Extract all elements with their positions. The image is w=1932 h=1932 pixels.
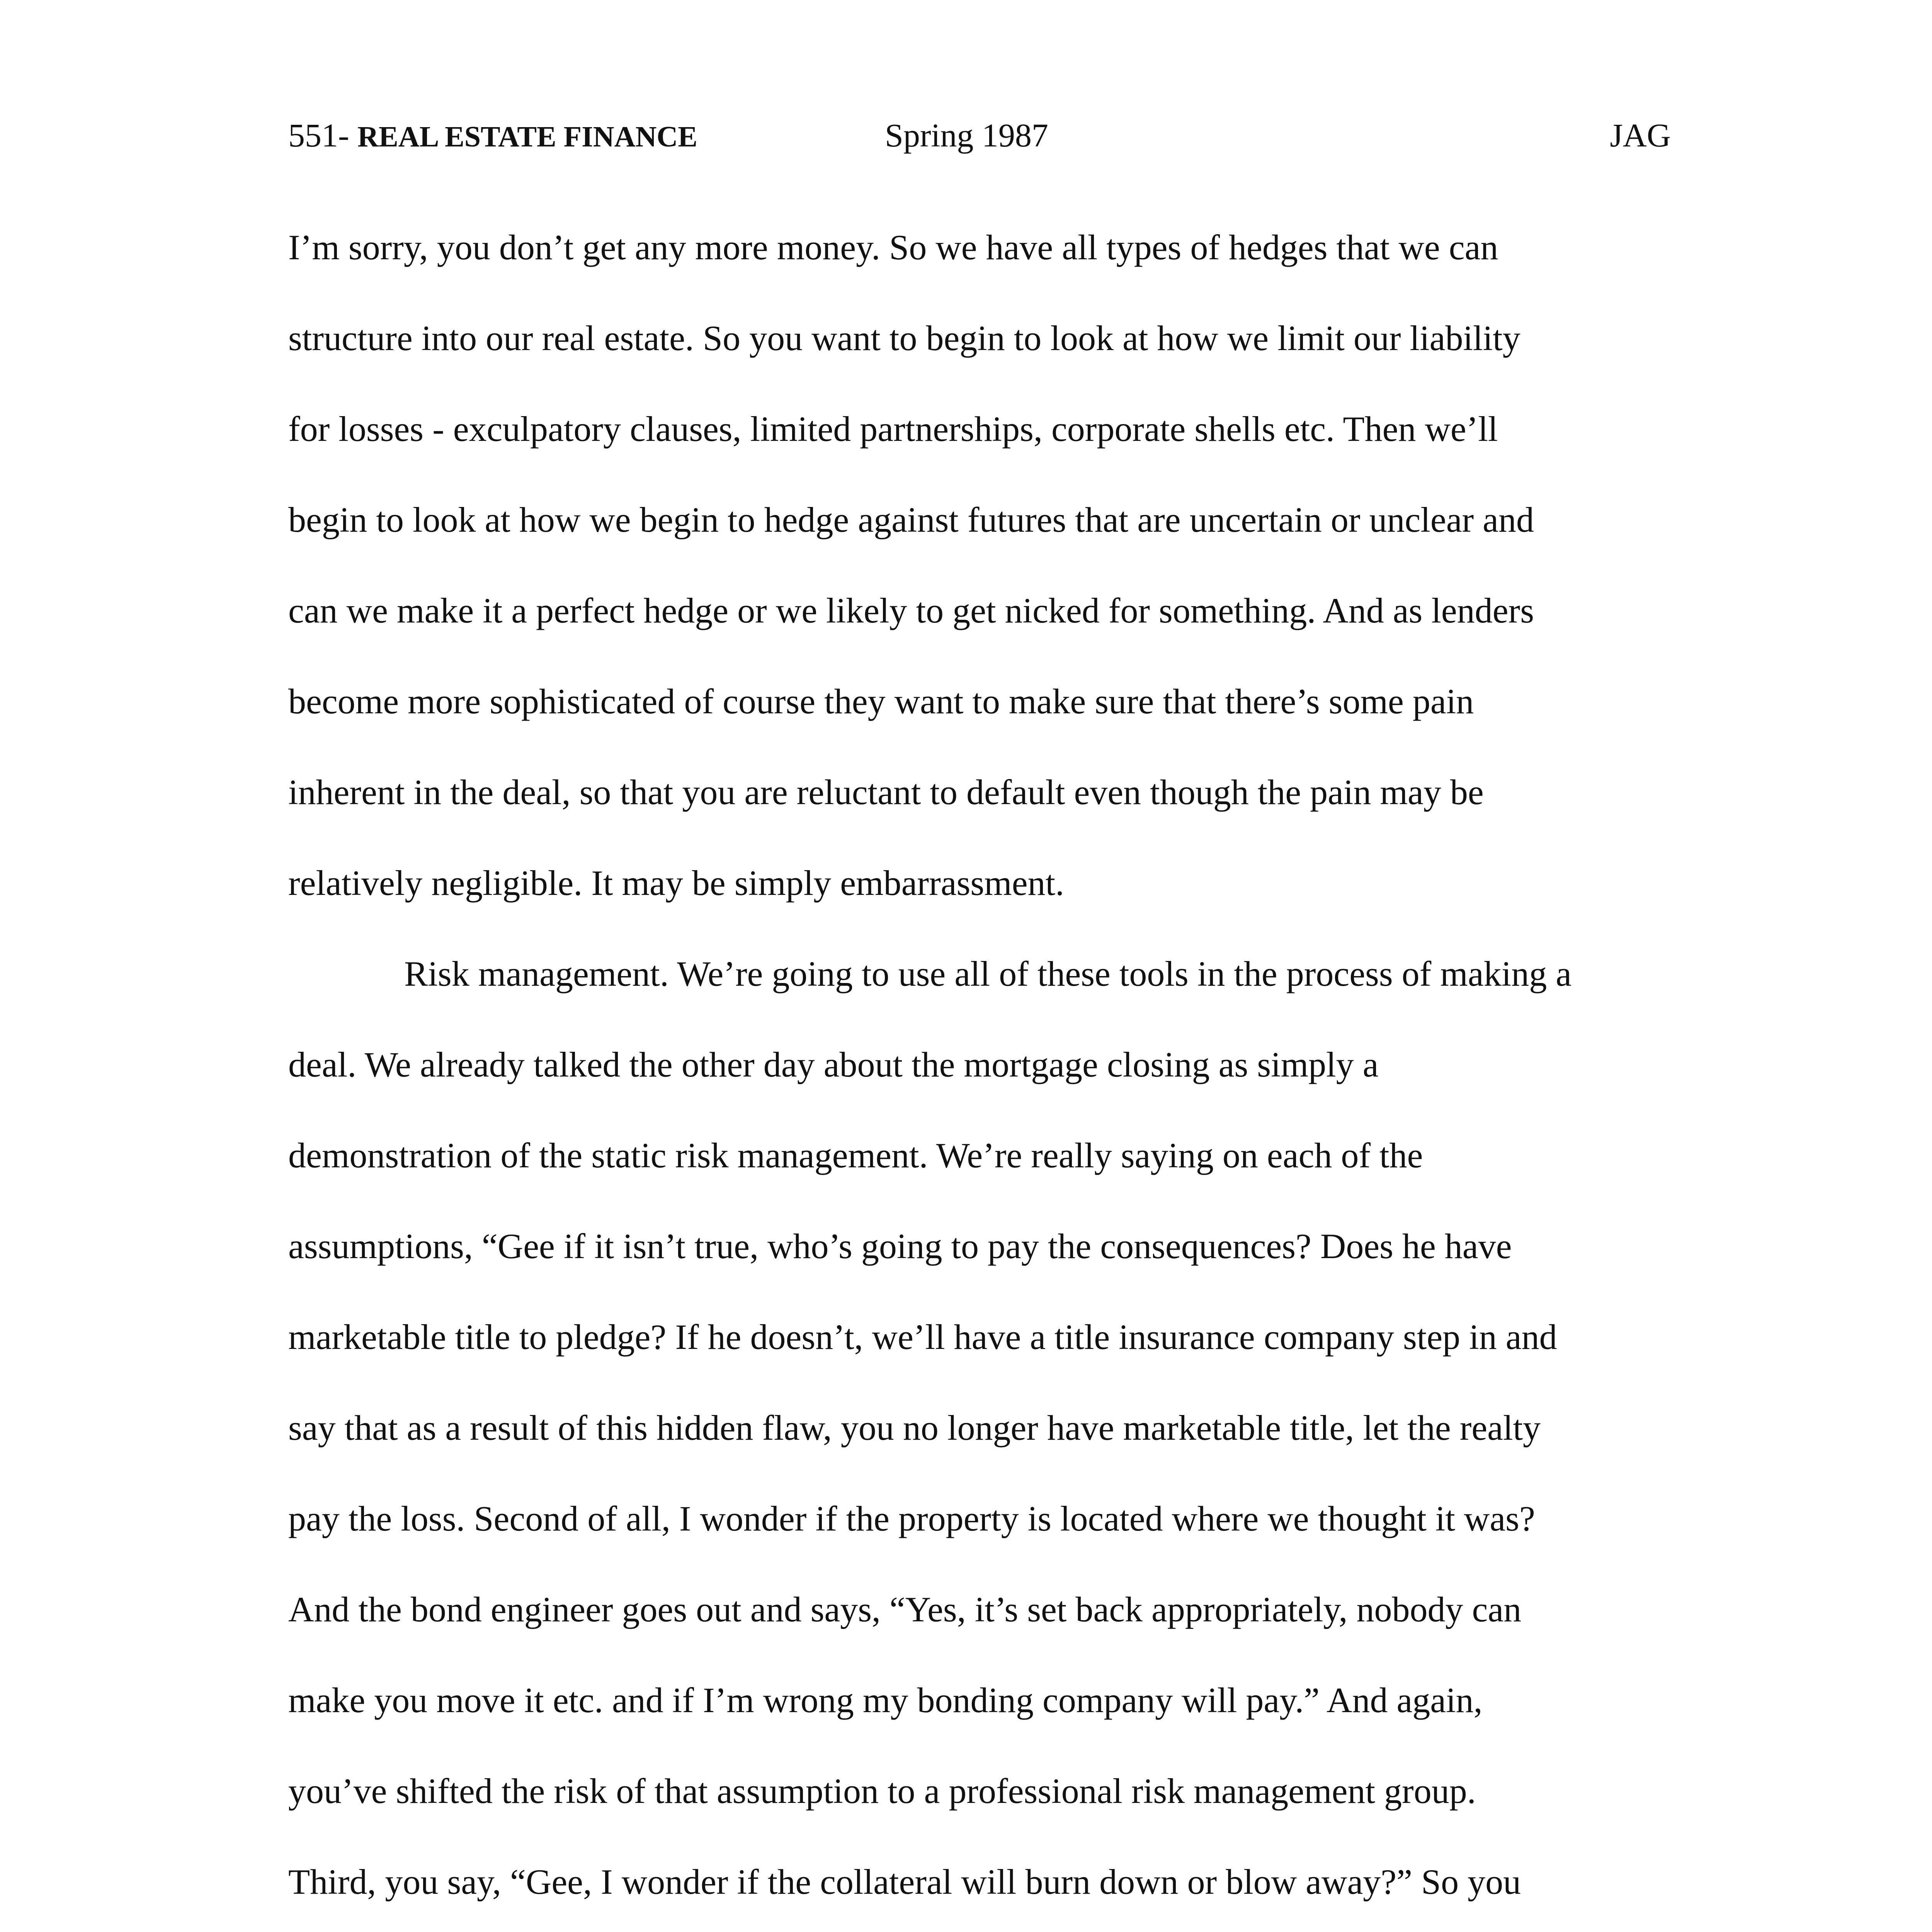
paragraph-start-line: Risk management. We’re going to use all of these tools in the process of making a xyxy=(404,954,1572,993)
text-line: you’ve shifted the risk of that assumption to a professional risk management group. xyxy=(288,1771,1476,1811)
text-line: demonstration of the static risk management. We’re really saying on each of the xyxy=(288,1136,1423,1175)
text-line: pay the loss. Second of all, I wonder if the property is located where we thought it was? xyxy=(288,1499,1535,1538)
text-line: become more sophisticated of course they want to make sure that there’s some pain xyxy=(288,682,1474,721)
text-line: can we make it a perfect hedge or we likely to get nicked for something. And as lenders xyxy=(288,591,1534,630)
text-line: structure into our real estate. So you want to begin to look at how we limit our liability xyxy=(288,318,1520,358)
text-line: marketable title to pledge? If he doesn’t, we’ll have a title insurance company step in and xyxy=(288,1317,1557,1357)
text-line: inherent in the deal, so that you are reluctant to default even though the pain may be xyxy=(288,772,1484,812)
text-line: for losses - exculpatory clauses, limited partnerships, corporate shells etc. Then we’ll xyxy=(288,409,1498,449)
text-line: say that as a result of this hidden flaw, you no longer have marketable title, let the realty xyxy=(288,1408,1541,1447)
text-line: assumptions, “Gee if it isn’t true, who’s going to pay the consequences? Does he have xyxy=(288,1226,1512,1266)
transcript-body xyxy=(288,216,1675,1932)
text-line: begin to look at how we begin to hedge against futures that are uncertain or unclear and xyxy=(288,500,1534,539)
course-title: REAL ESTATE FINANCE xyxy=(357,121,697,153)
course-number: 551- xyxy=(288,117,358,154)
page-header xyxy=(0,116,1932,162)
text-line: make you move it etc. and if I’m wrong my bonding company will pay.” And again, xyxy=(288,1680,1483,1720)
course-label xyxy=(288,116,697,155)
text-line: relatively negligible. It may be simply embarrassment. xyxy=(288,863,1065,903)
author-initials: JAG xyxy=(1610,117,1671,154)
text-line: I’m sorry, you don’t get any more money. So we have all types of hedges that we can xyxy=(288,228,1498,267)
text-line: deal. We already talked the other day about the mortgage closing as simply a xyxy=(288,1045,1379,1084)
text-line: Third, you say, “Gee, I wonder if the collateral will burn down or blow away?” So you xyxy=(288,1862,1521,1901)
text-line: And the bond engineer goes out and says, “Yes, it’s set back appropriately, nobody can xyxy=(288,1590,1522,1629)
term: Spring 1987 xyxy=(885,117,1048,154)
